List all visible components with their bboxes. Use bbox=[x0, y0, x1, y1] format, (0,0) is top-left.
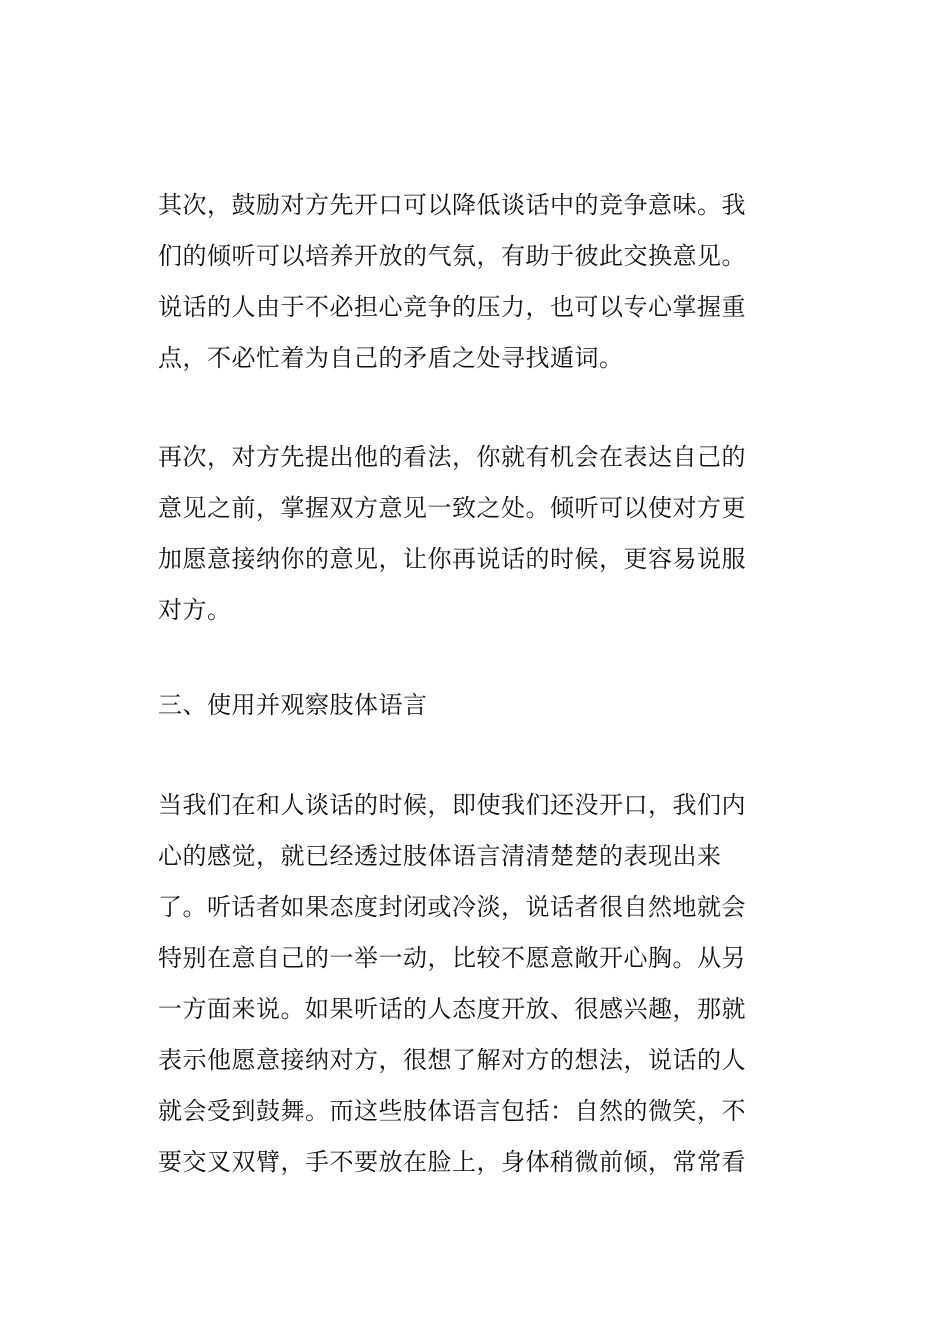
text-line: 加愿意接纳你的意见，让你再说话的时候，更容易说服 bbox=[158, 545, 746, 573]
paragraph-listen-first bbox=[158, 432, 798, 636]
section-heading bbox=[158, 680, 798, 731]
text-line: 当我们在和人谈话的时候，即使我们还没开口，我们内 bbox=[158, 791, 746, 819]
text-line: 点，不必忙着为自己的矛盾之处寻找遁词。 bbox=[158, 344, 624, 372]
text-line: 其次，鼓励对方先开口可以降低谈话中的竞争意味。我 bbox=[158, 191, 746, 219]
heading-line: 三、使用并观察肢体语言 bbox=[158, 691, 428, 719]
paragraph-body-language bbox=[158, 780, 798, 1188]
text-line: 对方。 bbox=[158, 596, 232, 624]
text-line: 特别在意自己的一举一动，比较不愿意敞开心胸。从另 bbox=[158, 944, 746, 972]
text-line: 一方面来说。如果听话的人态度开放、很感兴趣，那就 bbox=[158, 995, 746, 1023]
text-line: 要交叉双臂，手不要放在脸上，身体稍微前倾，常常看 bbox=[158, 1148, 746, 1176]
text-line: 表示他愿意接纳对方，很想了解对方的想法，说话的人 bbox=[158, 1046, 746, 1074]
text-line: 说话的人由于不必担心竞争的压力，也可以专心掌握重 bbox=[158, 293, 746, 321]
text-line: 意见之前，掌握双方意见一致之处。倾听可以使对方更 bbox=[158, 494, 746, 522]
text-line: 心的感觉，就已经透过肢体语言清清楚楚的表现出来 bbox=[158, 842, 722, 870]
text-line: 再次，对方先提出他的看法，你就有机会在表达自己的 bbox=[158, 443, 746, 471]
text-line: 了。听话者如果态度封闭或冷淡，说话者很自然地就会 bbox=[158, 893, 746, 921]
text-line: 就会受到鼓舞。而这些肢体语言包括：自然的微笑，不 bbox=[158, 1097, 746, 1125]
text-line: 们的倾听可以培养开放的气氛，有助于彼此交换意见。 bbox=[158, 242, 746, 270]
paragraph-encourage-speaking bbox=[158, 180, 798, 384]
